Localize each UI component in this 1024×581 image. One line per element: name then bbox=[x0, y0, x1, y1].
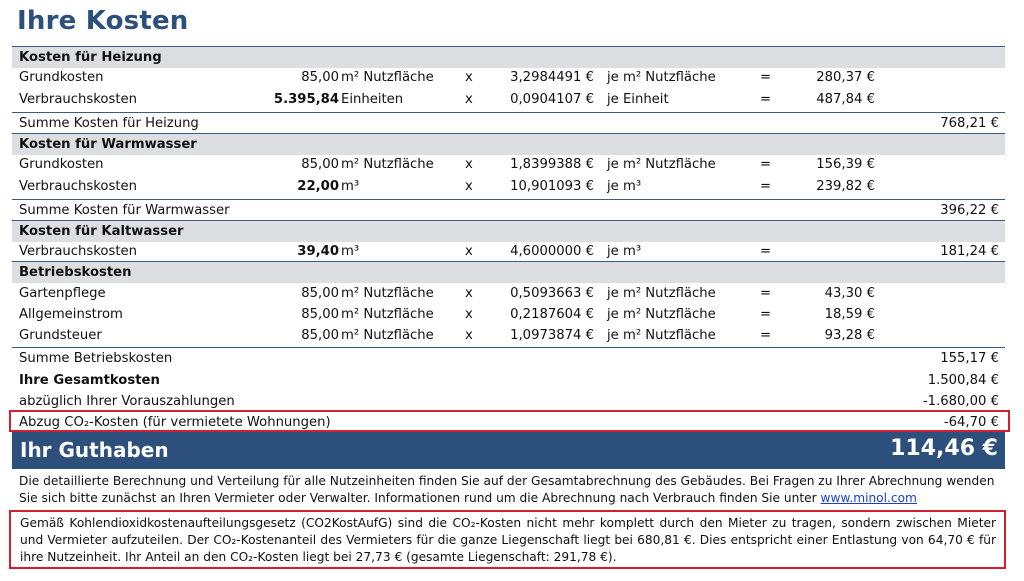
row-equals: = bbox=[760, 70, 772, 85]
table-row bbox=[12, 67, 1005, 88]
table-row bbox=[12, 304, 1005, 325]
section-header-heizung bbox=[12, 46, 1005, 68]
row-equals: = bbox=[760, 92, 772, 107]
row-subtotal: 18,59 € bbox=[824, 307, 875, 322]
row-rate: 10,901093 € bbox=[510, 179, 594, 194]
info-text: Die detaillierte Berechnung und Verteilung für alle Nutzeinheiten finden Sie auf der Gesamtabrechnung des Gebäudes. Bei Fragen zu Ihrer Abrechnung wenden Sie sich bitte zunächst an Ihren Vermieter oder Verwalter. Informationen rund um die Abrechnung nach Verbrauch finden Sie unter bbox=[19, 474, 995, 505]
row-operator: x bbox=[465, 70, 473, 85]
table-row bbox=[12, 154, 1005, 175]
table-row bbox=[12, 89, 1005, 110]
row-subtotal: 487,84 € bbox=[816, 92, 875, 107]
row-unit: m³ bbox=[341, 179, 360, 194]
row-operator: x bbox=[465, 286, 473, 301]
row-operator: x bbox=[465, 92, 473, 107]
table-row bbox=[12, 241, 1005, 262]
row-per-unit: je m² Nutzfläche bbox=[607, 286, 716, 301]
row-unit: m³ bbox=[341, 244, 360, 259]
sum-value: 155,17 € bbox=[940, 351, 999, 366]
sum-value: 768,21 € bbox=[940, 116, 999, 131]
table-row bbox=[12, 176, 1005, 197]
co2-note-box bbox=[9, 510, 1006, 569]
row-label: Verbrauchskosten bbox=[19, 244, 137, 259]
row-rate: 1,0973874 € bbox=[510, 328, 594, 343]
section-header-betriebskosten bbox=[12, 261, 1005, 283]
row-equals: = bbox=[760, 286, 772, 301]
row-label: Verbrauchskosten bbox=[19, 179, 137, 194]
row-per-unit: je m³ bbox=[607, 244, 642, 259]
row-per-unit: je m³ bbox=[607, 179, 642, 194]
row-quantity: 85,00 bbox=[301, 328, 339, 343]
row-subtotal: 280,37 € bbox=[816, 70, 875, 85]
sum-label: Summe Kosten für Warmwasser bbox=[19, 203, 230, 218]
row-quantity: 85,00 bbox=[301, 157, 339, 172]
row-total: 181,24 € bbox=[940, 244, 999, 259]
co2-deduction-label: Abzug CO₂-Kosten (für vermietete Wohnungen) bbox=[19, 415, 331, 430]
row-operator: x bbox=[465, 328, 473, 343]
row-equals: = bbox=[760, 307, 772, 322]
row-label: Grundsteuer bbox=[19, 328, 102, 343]
guthaben-value: 114,46 € bbox=[890, 436, 998, 461]
row-equals: = bbox=[760, 157, 772, 172]
row-operator: x bbox=[465, 244, 473, 259]
row-quantity: 39,40 bbox=[297, 244, 339, 259]
row-quantity: 85,00 bbox=[301, 70, 339, 85]
row-rate: 0,0904107 € bbox=[510, 92, 594, 107]
sum-label: Summe Betriebskosten bbox=[19, 351, 173, 366]
row-rate: 4,6000000 € bbox=[510, 244, 594, 259]
co2-deduction-value: -64,70 € bbox=[943, 415, 999, 430]
guthaben-label: Ihr Guthaben bbox=[20, 438, 169, 462]
row-quantity: 85,00 bbox=[301, 286, 339, 301]
row-rate: 1,8399388 € bbox=[510, 157, 594, 172]
row-unit: m² Nutzfläche bbox=[341, 70, 434, 85]
vorauszahlungen-row bbox=[12, 391, 1005, 412]
table-row bbox=[12, 325, 1005, 346]
gesamtkosten-row bbox=[12, 370, 1005, 391]
co2-note-text: Gemäß Kohlendioxidkostenaufteilungsgesetz (CO2KostAufG) sind die CO₂-Kosten nicht mehr komplett durch den Mieter zu tragen, sondern zwischen Mieter und Vermieter aufzuteilen. Der CO₂-Kostenanteil des Vermieters für die ganze Liegenschaft liegt bei 680,81 €. Dies entspricht einer Entlastung von 64,70 € für ihre Nutzeinheit. Ihr Anteil an den CO₂-Kosten liegt bei 27,73 € (gesamte Liegenschaft: 291,78 €). bbox=[20, 516, 996, 564]
gesamtkosten-label: Ihre Gesamtkosten bbox=[19, 373, 160, 388]
row-operator: x bbox=[465, 157, 473, 172]
section-title: Kosten für Warmwasser bbox=[19, 137, 197, 152]
section-header-kaltwasser bbox=[12, 220, 1005, 242]
row-unit: m² Nutzfläche bbox=[341, 157, 434, 172]
row-per-unit: je m² Nutzfläche bbox=[607, 70, 716, 85]
row-quantity: 85,00 bbox=[301, 307, 339, 322]
row-subtotal: 239,82 € bbox=[816, 179, 875, 194]
section-title: Kosten für Heizung bbox=[19, 50, 162, 65]
info-paragraph bbox=[19, 473, 1004, 507]
table-row bbox=[12, 283, 1005, 304]
sum-row-betriebskosten bbox=[12, 347, 1005, 369]
row-equals: = bbox=[760, 179, 772, 194]
section-header-warmwasser bbox=[12, 133, 1005, 155]
row-label: Gartenpflege bbox=[19, 286, 106, 301]
row-label: Verbrauchskosten bbox=[19, 92, 137, 107]
row-operator: x bbox=[465, 179, 473, 194]
row-label: Grundkosten bbox=[19, 70, 104, 85]
page-title: Ihre Kosten bbox=[17, 6, 189, 36]
row-quantity: 22,00 bbox=[297, 179, 339, 194]
guthaben-bar bbox=[12, 432, 1005, 469]
row-rate: 0,5093663 € bbox=[510, 286, 594, 301]
row-per-unit: je m² Nutzfläche bbox=[607, 307, 716, 322]
vorauszahlungen-label: abzüglich Ihrer Vorauszahlungen bbox=[19, 394, 235, 409]
sum-label: Summe Kosten für Heizung bbox=[19, 116, 199, 131]
co2-highlight-box bbox=[9, 410, 1010, 432]
row-label: Grundkosten bbox=[19, 157, 104, 172]
row-quantity: 5.395,84 bbox=[273, 92, 339, 107]
gesamtkosten-value: 1.500,84 € bbox=[927, 373, 999, 388]
section-title: Kosten für Kaltwasser bbox=[19, 224, 184, 239]
row-rate: 0,2187604 € bbox=[510, 307, 594, 322]
row-subtotal: 43,30 € bbox=[824, 286, 875, 301]
row-equals: = bbox=[760, 244, 772, 259]
row-unit: m² Nutzfläche bbox=[341, 307, 434, 322]
row-rate: 3,2984491 € bbox=[510, 70, 594, 85]
section-title: Betriebskosten bbox=[19, 265, 132, 280]
minol-link[interactable]: www.minol.com bbox=[820, 491, 917, 505]
row-unit: m² Nutzfläche bbox=[341, 328, 434, 343]
row-operator: x bbox=[465, 307, 473, 322]
row-subtotal: 156,39 € bbox=[816, 157, 875, 172]
row-per-unit: je m² Nutzfläche bbox=[607, 157, 716, 172]
sum-row-warmwasser bbox=[12, 199, 1005, 221]
row-unit: Einheiten bbox=[341, 92, 404, 107]
row-subtotal: 93,28 € bbox=[824, 328, 875, 343]
row-per-unit: je m² Nutzfläche bbox=[607, 328, 716, 343]
row-per-unit: je Einheit bbox=[607, 92, 669, 107]
sum-row-heizung bbox=[12, 112, 1005, 134]
sum-value: 396,22 € bbox=[940, 203, 999, 218]
row-equals: = bbox=[760, 328, 772, 343]
row-unit: m² Nutzfläche bbox=[341, 286, 434, 301]
vorauszahlungen-value: -1.680,00 € bbox=[922, 394, 999, 409]
row-label: Allgemeinstrom bbox=[19, 307, 123, 322]
